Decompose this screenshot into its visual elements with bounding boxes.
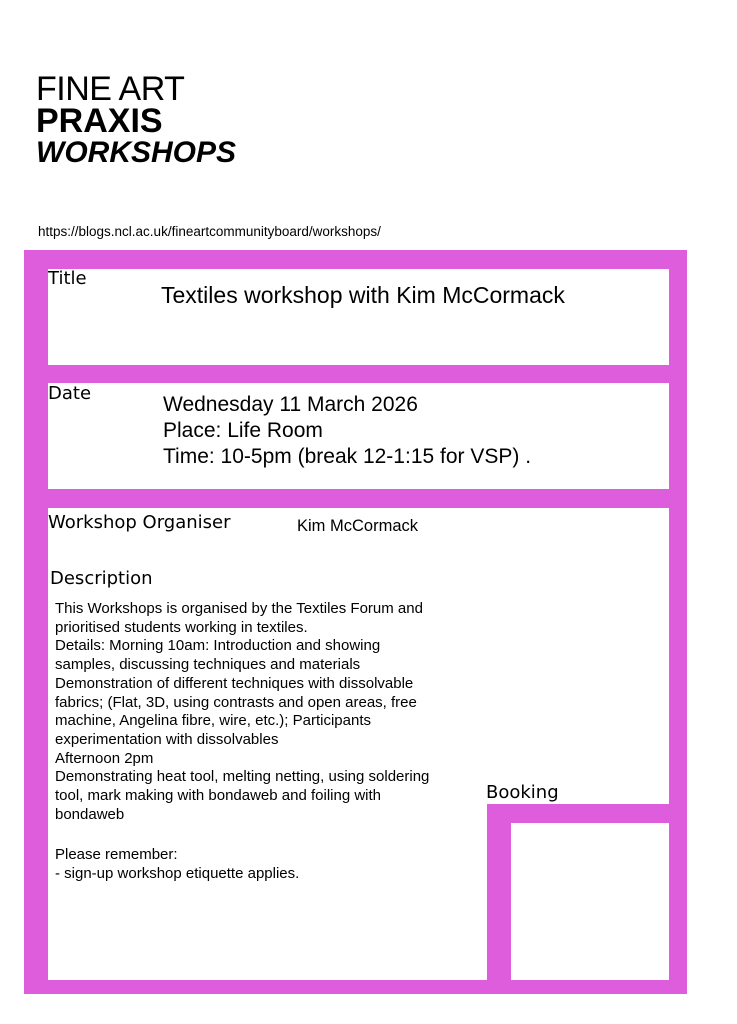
description-label: Description <box>50 568 153 589</box>
date-details <box>163 392 531 470</box>
description-text <box>55 600 475 824</box>
organiser-label: Workshop Organiser <box>48 512 231 533</box>
logo <box>36 72 236 168</box>
description-line: prioritised students working in textiles. <box>55 618 308 636</box>
title-label: Title <box>48 268 87 289</box>
logo-line-fine-art: FINE ART <box>36 70 185 108</box>
booking-box[interactable] <box>511 823 669 980</box>
workshops-url[interactable]: https://blogs.ncl.ac.uk/fineartcommunityboard/workshops/ <box>38 224 381 239</box>
description-line: Demonstration of different techniques with dissolvable <box>55 674 414 692</box>
description-line: fabrics; (Flat, 3D, using contrasts and open areas, free <box>55 693 417 711</box>
details-box-lower <box>48 803 487 980</box>
description-line: tool, mark making with bondaweb and foiling with <box>55 787 382 805</box>
logo-line-workshops: WORKSHOPS <box>36 136 237 169</box>
remember-note <box>55 846 299 883</box>
date-line: Wednesday 11 March 2026 <box>163 393 418 416</box>
description-line: bondaweb <box>55 805 125 823</box>
description-line: samples, discussing techniques and materials <box>55 656 361 674</box>
description-line: Demonstrating heat tool, melting netting, using soldering <box>55 768 430 786</box>
time-line: Time: 10-5pm (break 12-1:15 for VSP) . <box>163 445 532 468</box>
organiser-name: Kim McCormack <box>297 517 419 535</box>
description-line: Details: Morning 10am: Introduction and showing <box>55 637 381 655</box>
logo-line-praxis: PRAXIS <box>36 102 163 140</box>
booking-label: Booking <box>486 782 559 803</box>
remember-line: - sign-up workshop etiquette applies. <box>55 864 300 882</box>
description-line: This Workshops is organised by the Textiles Forum and <box>55 600 423 617</box>
description-line: experimentation with dissolvables <box>55 730 279 748</box>
date-label: Date <box>48 383 92 404</box>
workshop-title: Textiles workshop with Kim McCormack <box>161 282 565 308</box>
remember-line: Please remember: <box>55 846 178 863</box>
description-line: machine, Angelina fibre, wire, etc.); Participants <box>55 712 371 730</box>
place-line: Place: Life Room <box>163 419 323 442</box>
description-line: Afternoon 2pm <box>55 749 154 767</box>
